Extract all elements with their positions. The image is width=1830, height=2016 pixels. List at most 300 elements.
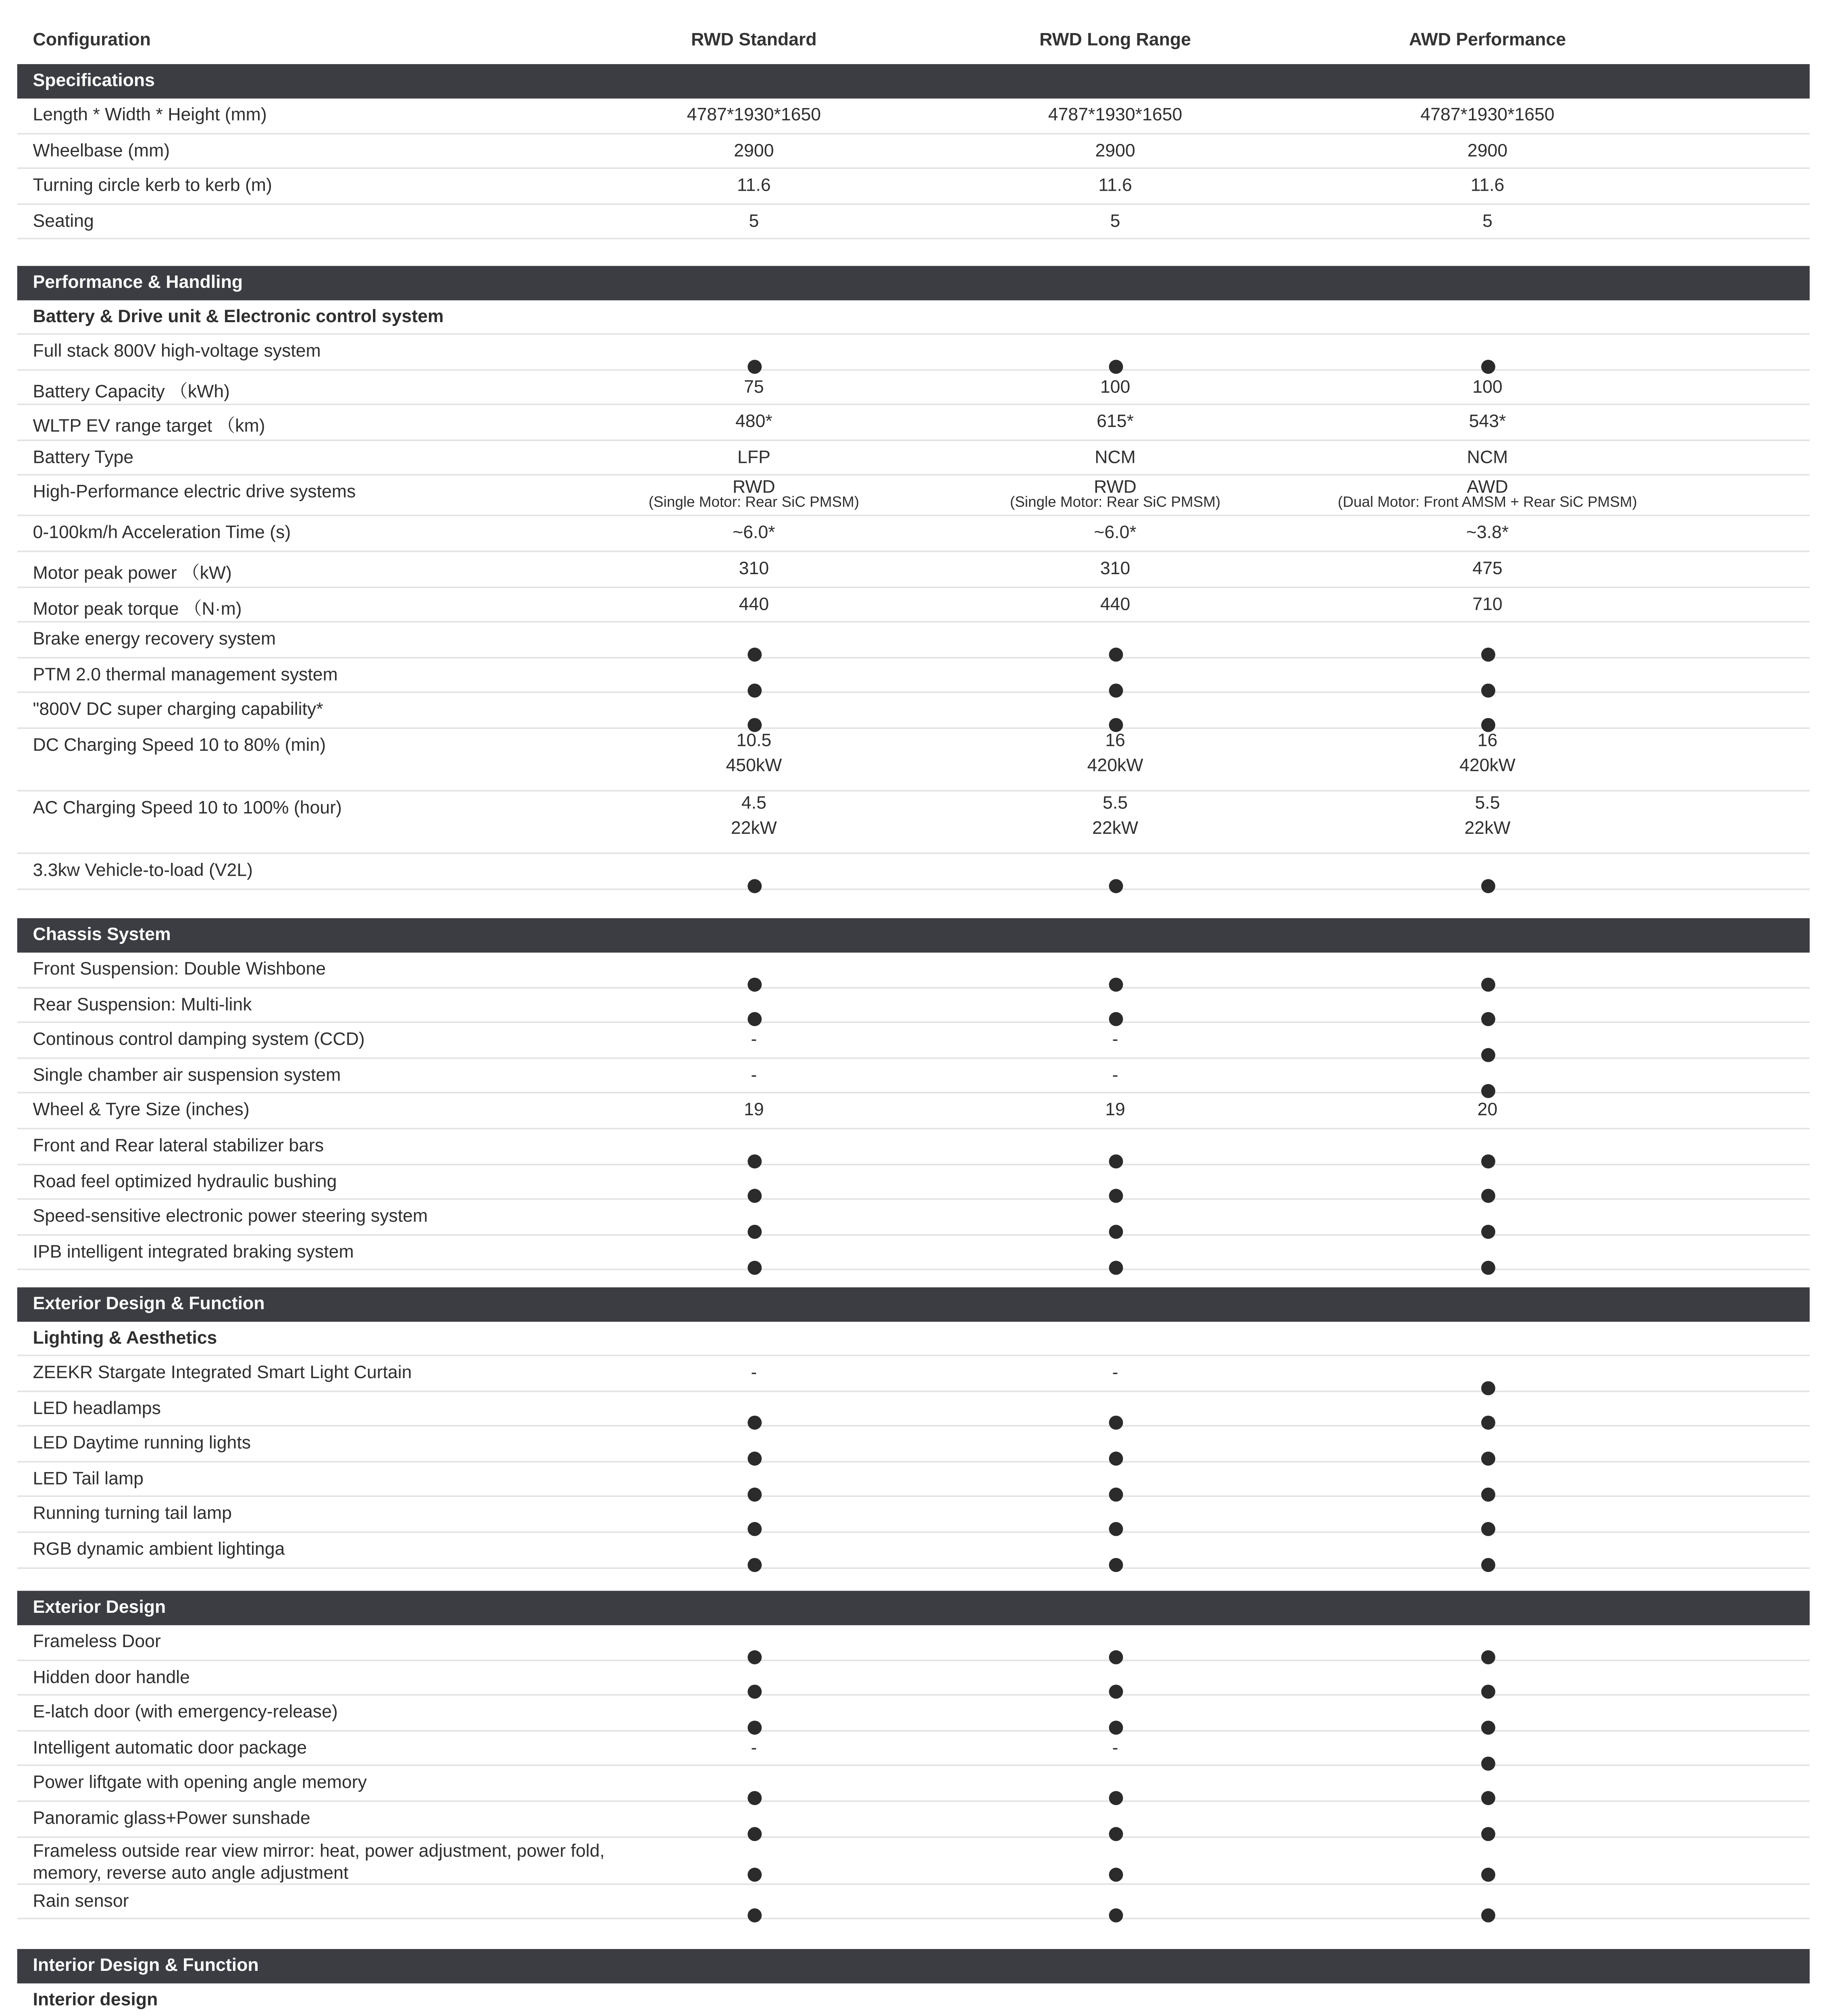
cell-trim-2 xyxy=(959,560,1272,579)
cell-value: 2900 xyxy=(734,142,774,161)
cell-value: 19 xyxy=(1105,1102,1125,1121)
section-title: Chassis System xyxy=(17,918,1810,952)
cell-trim-2 xyxy=(959,864,1272,893)
cell-value: - xyxy=(751,1739,757,1758)
section-interior xyxy=(0,1949,1830,2016)
cell-trim-3 xyxy=(1331,346,1644,374)
table-row xyxy=(17,1462,1810,1497)
cell-value: 5 xyxy=(1110,212,1120,231)
cell-trim-1 xyxy=(598,1671,910,1699)
table-row xyxy=(17,729,1810,791)
row-label: "800V DC super charging capability* xyxy=(33,701,323,720)
cell-trim-3 xyxy=(1331,1777,1644,1806)
table-row xyxy=(17,1094,1810,1129)
cell-trim-1 xyxy=(598,177,910,196)
standard-dot-icon xyxy=(747,879,761,893)
cell-trim-2 xyxy=(959,732,1272,776)
table-row xyxy=(17,98,1810,134)
table-row xyxy=(17,658,1810,694)
table-row xyxy=(17,1625,1810,1661)
cell-trim-1 xyxy=(598,1246,910,1274)
table-row xyxy=(17,370,1810,406)
table-row xyxy=(17,854,1810,889)
table-row xyxy=(17,204,1810,240)
row-label: Continous control damping system (CCD) xyxy=(33,1031,365,1050)
table-row xyxy=(17,1837,1810,1884)
cell-trim-1 xyxy=(598,1508,910,1537)
cell-value: 310 xyxy=(739,560,769,579)
cell-trim-1 xyxy=(598,449,910,468)
cell-trim-1 xyxy=(598,1437,910,1466)
standard-dot-icon xyxy=(747,1868,761,1882)
cell-trim-1 xyxy=(598,212,910,231)
table-row xyxy=(17,517,1810,552)
row-label: RGB dynamic ambient lightinga xyxy=(33,1541,285,1560)
section-title: Exterior Design xyxy=(17,1591,1810,1625)
cell-trim-3 xyxy=(1331,795,1644,839)
cell-trim-2 xyxy=(959,1031,1272,1050)
row-label: PTM 2.0 thermal management system xyxy=(33,666,338,685)
cell-subvalue: (Single Motor: Rear SiC PMSM) xyxy=(1010,495,1221,512)
cell-trim-2 xyxy=(959,1102,1272,1121)
table-row xyxy=(17,1731,1810,1767)
cell-trim-2 xyxy=(959,999,1272,1027)
table-row xyxy=(17,1356,1810,1392)
cell-trim-3 xyxy=(1331,449,1644,468)
cell-value: - xyxy=(751,1066,757,1085)
cell-trim-3 xyxy=(1331,1671,1644,1699)
row-label: Motor peak torque （N·m) xyxy=(33,600,242,619)
table-row xyxy=(17,694,1810,729)
cell-value: ~6.0* xyxy=(733,525,775,544)
row-label: Brake energy recovery system xyxy=(33,631,276,650)
table-row xyxy=(17,1129,1810,1165)
cell-value: 710 xyxy=(1472,595,1503,614)
section-title: Interior Design & Function xyxy=(17,1949,1810,1983)
section-performance xyxy=(0,266,1830,889)
cell-value: 16 xyxy=(1105,732,1125,751)
table-row xyxy=(17,1059,1810,1094)
cell-trim-1 xyxy=(598,378,910,397)
trim-rwd-standard: RWD Standard xyxy=(691,31,817,50)
cell-trim-2 xyxy=(959,1364,1272,1383)
row-label: Front Suspension: Double Wishbone xyxy=(33,960,326,979)
table-row xyxy=(17,169,1810,205)
cell-subvalue: 420kW xyxy=(1459,757,1516,776)
cell-trim-1 xyxy=(598,732,910,776)
cell-value: 543* xyxy=(1469,413,1506,432)
cell-trim-3 xyxy=(1331,732,1644,776)
cell-trim-2 xyxy=(959,633,1272,662)
cell-value: 480* xyxy=(735,413,772,432)
cell-trim-2 xyxy=(959,1211,1272,1239)
cell-value: 4787*1930*1650 xyxy=(1048,106,1183,125)
cell-trim-1 xyxy=(598,704,910,732)
cell-value: 11.6 xyxy=(737,177,771,196)
configuration-label: Configuration xyxy=(33,31,151,50)
table-row xyxy=(17,1427,1810,1462)
cell-trim-1 xyxy=(598,1140,910,1168)
row-label: LED Daytime running lights xyxy=(33,1435,251,1454)
table-row xyxy=(17,953,1810,988)
cell-trim-2 xyxy=(959,177,1272,196)
row-label: Frameless Door xyxy=(33,1633,161,1652)
table-row xyxy=(17,552,1810,587)
cell-value: - xyxy=(1112,1066,1118,1085)
row-label: Rear Suspension: Multi-link xyxy=(33,996,252,1015)
cell-trim-2 xyxy=(959,1246,1272,1274)
subsection-title: Lighting & Aesthetics xyxy=(33,1329,217,1349)
cell-trim-3 xyxy=(1331,1812,1644,1841)
cell-trim-2 xyxy=(959,1175,1272,1204)
cell-trim-2 xyxy=(959,413,1272,432)
cell-value: 5.5 xyxy=(1103,794,1128,814)
cell-trim-3 xyxy=(1331,525,1644,544)
table-header xyxy=(0,0,1830,64)
table-row xyxy=(17,134,1810,169)
cell-trim-2 xyxy=(959,1812,1272,1841)
cell-trim-1 xyxy=(598,1066,910,1085)
cell-trim-2 xyxy=(959,1066,1272,1085)
cell-value: 100 xyxy=(1100,378,1130,397)
cell-trim-3 xyxy=(1331,1742,1644,1770)
cell-trim-2 xyxy=(959,595,1272,614)
cell-trim-2 xyxy=(959,1671,1272,1699)
cell-trim-2 xyxy=(959,212,1272,231)
cell-trim-2 xyxy=(959,1473,1272,1501)
cell-trim-1 xyxy=(598,1543,910,1572)
cell-trim-3 xyxy=(1331,1437,1644,1466)
table-row xyxy=(17,1391,1810,1427)
cell-trim-1 xyxy=(598,1473,910,1501)
cell-trim-2 xyxy=(959,106,1272,125)
row-label: Motor peak power （kW) xyxy=(33,564,232,583)
cell-trim-3 xyxy=(1331,142,1644,160)
cell-value: 5 xyxy=(749,212,759,231)
row-label: Front and Rear lateral stabilizer bars xyxy=(33,1137,324,1156)
cell-trim-2 xyxy=(959,1437,1272,1466)
cell-trim-2 xyxy=(959,1508,1272,1537)
row-label: AC Charging Speed 10 to 100% (hour) xyxy=(33,799,342,818)
row-label: Frameless outside rear view mirror: heat, power adjustment, power fold, memory, reverse auto angle adjustment xyxy=(33,1842,605,1883)
cell-subvalue: 420kW xyxy=(1087,757,1143,776)
standard-dot-icon xyxy=(1108,879,1122,893)
cell-trim-3 xyxy=(1331,1895,1644,1923)
cell-trim-2 xyxy=(959,1777,1272,1806)
cell-trim-1 xyxy=(598,1402,910,1431)
table-row xyxy=(17,587,1810,623)
cell-trim-3 xyxy=(1331,864,1644,893)
cell-trim-3 xyxy=(1331,1543,1644,1572)
table-row xyxy=(17,335,1810,370)
cell-value: NCM xyxy=(1467,448,1508,468)
cell-subvalue: 22kW xyxy=(1464,819,1511,839)
table-row xyxy=(17,1533,1810,1568)
cell-subvalue: (Single Motor: Rear SiC PMSM) xyxy=(648,495,860,512)
standard-dot-icon xyxy=(1108,1558,1122,1572)
cell-trim-1 xyxy=(598,525,910,544)
row-label: IPB intelligent integrated braking system xyxy=(33,1243,354,1262)
cell-trim-3 xyxy=(1331,378,1644,397)
table-row xyxy=(17,988,1810,1023)
subsection-title: Interior design xyxy=(33,1991,158,2010)
section-title: Specifications xyxy=(17,64,1810,98)
cell-trim-2 xyxy=(959,669,1272,697)
cell-trim-3 xyxy=(1331,633,1644,662)
cell-trim-2 xyxy=(959,479,1272,512)
row-label: 0-100km/h Acceleration Time (s) xyxy=(33,525,291,544)
cell-trim-1 xyxy=(598,1636,910,1664)
cell-value: - xyxy=(1112,1739,1118,1758)
cell-value: - xyxy=(751,1364,757,1383)
row-label: LED headlamps xyxy=(33,1399,161,1418)
cell-value: 11.6 xyxy=(1470,177,1505,196)
row-label: Battery Type xyxy=(33,448,134,468)
cell-trim-3 xyxy=(1331,595,1644,614)
cell-trim-1 xyxy=(598,1175,910,1204)
cell-trim-1 xyxy=(598,1777,910,1806)
standard-dot-icon xyxy=(1480,1868,1495,1882)
cell-value: 19 xyxy=(744,1102,764,1121)
cell-trim-1 xyxy=(598,106,910,125)
cell-trim-3 xyxy=(1331,1069,1644,1098)
table-row xyxy=(17,1884,1810,1920)
cell-trim-3 xyxy=(1331,1367,1644,1395)
cell-trim-3 xyxy=(1331,963,1644,991)
table-row xyxy=(17,1200,1810,1235)
cell-value: 20 xyxy=(1477,1102,1498,1121)
cell-trim-1 xyxy=(598,1895,910,1923)
standard-dot-icon xyxy=(747,1909,761,1923)
cell-trim-1 xyxy=(598,1031,910,1050)
trim-rwd-long-range: RWD Long Range xyxy=(1039,31,1191,50)
table-row xyxy=(17,1165,1810,1200)
cell-value: 475 xyxy=(1472,560,1503,579)
cell-trim-1 xyxy=(598,633,910,662)
row-label: High-Performance electric drive systems xyxy=(33,484,356,503)
cell-trim-2 xyxy=(959,346,1272,374)
cell-value: 615* xyxy=(1097,413,1134,432)
row-label: Seating xyxy=(33,212,94,231)
cell-trim-3 xyxy=(1331,999,1644,1027)
cell-trim-1 xyxy=(598,595,910,614)
cell-trim-2 xyxy=(959,525,1272,544)
cell-value: 5 xyxy=(1482,212,1493,231)
section-title: Exterior Design & Function xyxy=(17,1287,1810,1322)
standard-dot-icon xyxy=(1108,1909,1122,1923)
cell-trim-3 xyxy=(1331,177,1644,196)
row-label: Speed-sensitive electronic power steering system xyxy=(33,1208,428,1227)
cell-trim-1 xyxy=(598,479,910,512)
cell-trim-2 xyxy=(959,704,1272,732)
row-label: Power liftgate with opening angle memory xyxy=(33,1774,367,1793)
cell-trim-1 xyxy=(598,963,910,991)
row-label: Rain sensor xyxy=(33,1892,129,1911)
cell-value: NCM xyxy=(1095,448,1136,468)
standard-dot-icon xyxy=(1480,1909,1495,1923)
row-label: DC Charging Speed 10 to 80% (min) xyxy=(33,737,326,756)
cell-trim-3 xyxy=(1331,1034,1644,1062)
row-label: ZEEKR Stargate Integrated Smart Light Curtain xyxy=(33,1364,412,1383)
cell-trim-2 xyxy=(959,795,1272,839)
cell-trim-3 xyxy=(1331,1246,1644,1274)
cell-trim-3 xyxy=(1331,669,1644,697)
cell-trim-3 xyxy=(1331,413,1644,432)
cell-value: 4787*1930*1650 xyxy=(1420,106,1555,125)
cell-value: ~3.8* xyxy=(1466,525,1509,544)
row-label: E-latch door (with emergency-release) xyxy=(33,1704,338,1723)
cell-trim-2 xyxy=(959,1636,1272,1664)
cell-trim-1 xyxy=(598,1854,910,1882)
cell-value: 440 xyxy=(739,595,769,614)
row-label: Single chamber air suspension system xyxy=(33,1066,341,1085)
row-label: 3.3kw Vehicle-to-load (V2L) xyxy=(33,862,253,881)
table-row xyxy=(17,1235,1810,1271)
cell-value: - xyxy=(1112,1364,1118,1383)
cell-trim-2 xyxy=(959,1706,1272,1735)
cell-trim-2 xyxy=(959,449,1272,468)
cell-trim-1 xyxy=(598,1706,910,1735)
cell-value: 2900 xyxy=(1467,142,1508,161)
cell-trim-3 xyxy=(1331,1102,1644,1121)
cell-value: 100 xyxy=(1472,378,1503,397)
section-exterior-function xyxy=(0,1287,1830,1568)
row-label: Full stack 800V high-voltage system xyxy=(33,342,321,362)
table-row xyxy=(17,623,1810,658)
cell-trim-2 xyxy=(959,1543,1272,1572)
cell-subvalue: 22kW xyxy=(731,819,777,839)
row-label: Length * Width * Height (mm) xyxy=(33,106,267,125)
cell-value: AWD xyxy=(1467,479,1508,498)
cell-value: 2900 xyxy=(1095,142,1135,161)
cell-value: 10.5 xyxy=(736,732,772,751)
row-label: Hidden door handle xyxy=(33,1668,190,1687)
trim-awd-performance: AWD Performance xyxy=(1409,31,1566,50)
cell-trim-2 xyxy=(959,378,1272,397)
cell-value: RWD xyxy=(1094,479,1137,498)
section-specifications xyxy=(0,64,1830,240)
cell-trim-3 xyxy=(1331,704,1644,732)
row-label: LED Tail lamp xyxy=(33,1470,144,1489)
subsection-row xyxy=(17,300,1810,335)
table-row xyxy=(17,1696,1810,1731)
cell-value: - xyxy=(1112,1031,1118,1050)
standard-dot-icon xyxy=(747,1260,761,1274)
cell-trim-1 xyxy=(598,1739,910,1758)
table-row xyxy=(17,1766,1810,1802)
cell-value: LFP xyxy=(737,448,770,468)
cell-subvalue: (Dual Motor: Front AMSM + Rear SiC PMSM) xyxy=(1338,495,1637,512)
cell-value: 75 xyxy=(744,378,764,397)
cell-value: 11.6 xyxy=(1098,177,1132,196)
cell-value: 4.5 xyxy=(741,794,766,814)
cell-trim-2 xyxy=(959,1895,1272,1923)
row-label: Panoramic glass+Power sunshade xyxy=(33,1810,310,1829)
row-label: Battery Capacity （kWh) xyxy=(33,382,230,402)
cell-trim-3 xyxy=(1331,1402,1644,1431)
cell-trim-3 xyxy=(1331,106,1644,125)
standard-dot-icon xyxy=(1480,1558,1495,1572)
cell-subvalue: 22kW xyxy=(1092,819,1139,839)
cell-trim-3 xyxy=(1331,1473,1644,1501)
cell-value: 310 xyxy=(1100,560,1130,579)
standard-dot-icon xyxy=(747,1558,761,1572)
cell-trim-2 xyxy=(959,142,1272,160)
section-title: Performance & Handling xyxy=(17,266,1810,300)
table-row xyxy=(17,1023,1810,1059)
cell-value: 440 xyxy=(1100,595,1130,614)
cell-value: ~6.0* xyxy=(1094,525,1137,544)
row-label: Turning circle kerb to kerb (m) xyxy=(33,177,272,196)
cell-trim-3 xyxy=(1331,1175,1644,1204)
cell-trim-2 xyxy=(959,963,1272,991)
standard-dot-icon xyxy=(1108,1260,1122,1274)
section-chassis xyxy=(0,918,1830,1270)
table-row xyxy=(17,476,1810,517)
table-row xyxy=(17,441,1810,476)
cell-trim-3 xyxy=(1331,1854,1644,1882)
table-row xyxy=(17,1660,1810,1696)
cell-trim-1 xyxy=(598,142,910,160)
row-label: Running turning tail lamp xyxy=(33,1505,232,1524)
subsection-row xyxy=(17,1983,1810,2016)
cell-trim-2 xyxy=(959,1739,1272,1758)
cell-trim-1 xyxy=(598,1211,910,1239)
cell-trim-3 xyxy=(1331,1706,1644,1735)
table-row xyxy=(17,406,1810,441)
cell-trim-3 xyxy=(1331,1636,1644,1664)
row-label: Wheel & Tyre Size (inches) xyxy=(33,1102,250,1121)
standard-dot-icon xyxy=(1480,1260,1495,1274)
cell-trim-3 xyxy=(1331,1140,1644,1168)
cell-trim-3 xyxy=(1331,1508,1644,1537)
cell-value: 4787*1930*1650 xyxy=(687,106,821,125)
cell-trim-3 xyxy=(1331,212,1644,231)
cell-subvalue: 450kW xyxy=(726,757,782,776)
cell-trim-1 xyxy=(598,864,910,893)
table-row xyxy=(17,1802,1810,1837)
cell-trim-1 xyxy=(598,560,910,579)
cell-trim-3 xyxy=(1331,479,1644,512)
cell-trim-1 xyxy=(598,999,910,1027)
section-exterior-design xyxy=(0,1591,1830,1919)
standard-dot-icon xyxy=(1480,879,1495,893)
subsection-title: Battery & Drive unit & Electronic control system xyxy=(33,308,444,327)
cell-value: RWD xyxy=(733,479,775,498)
table-row xyxy=(17,791,1810,854)
row-label: Wheelbase (mm) xyxy=(33,142,170,161)
cell-trim-1 xyxy=(598,795,910,839)
cell-trim-3 xyxy=(1331,560,1644,579)
table-row xyxy=(17,1497,1810,1533)
row-label: WLTP EV range target （km) xyxy=(33,418,265,437)
cell-trim-1 xyxy=(598,346,910,374)
row-label: Road feel optimized hydraulic bushing xyxy=(33,1172,337,1191)
cell-trim-2 xyxy=(959,1854,1272,1882)
standard-dot-icon xyxy=(1108,1868,1122,1882)
cell-trim-2 xyxy=(959,1140,1272,1168)
row-label: Intelligent automatic door package xyxy=(33,1739,307,1758)
subsection-row xyxy=(17,1322,1810,1356)
cell-value: 5.5 xyxy=(1475,794,1500,814)
cell-trim-1 xyxy=(598,1102,910,1121)
cell-trim-1 xyxy=(598,413,910,432)
cell-trim-2 xyxy=(959,1402,1272,1431)
cell-trim-1 xyxy=(598,1364,910,1383)
cell-value: - xyxy=(751,1031,757,1050)
cell-trim-1 xyxy=(598,669,910,697)
cell-trim-1 xyxy=(598,1812,910,1841)
